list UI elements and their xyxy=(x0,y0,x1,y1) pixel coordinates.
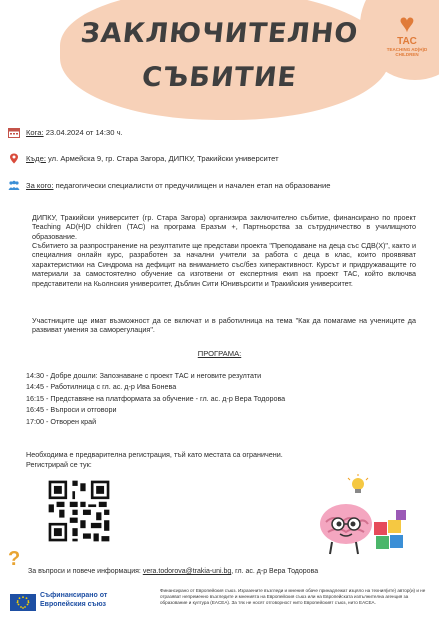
registration-note xyxy=(26,450,283,470)
contact-email-link[interactable]: vera.todorova@trakia-uni.bg xyxy=(142,568,232,575)
schedule-item: 16:45 - Въпроси и отговори xyxy=(26,405,117,415)
schedule-item: 17:00 - Отворен край xyxy=(26,416,97,426)
info-when xyxy=(8,127,123,138)
tac-logo xyxy=(382,10,432,57)
schedule-item: 14:45 - Работилница с гл. ас. д-р Ива Бонева xyxy=(26,382,177,392)
eu-cofunded-label xyxy=(40,592,107,609)
heart-brain-icon: ♥ xyxy=(399,8,415,38)
people-group-icon xyxy=(8,180,20,191)
info-who xyxy=(8,180,330,191)
location-pin-icon xyxy=(8,153,20,164)
info-where xyxy=(8,153,279,164)
brain-icon xyxy=(320,504,372,554)
logo-subtitle-1: TEACHING AD(H)D xyxy=(386,47,428,52)
brain-puzzle-illustration xyxy=(306,474,416,564)
contact-prefix: За въпроси и повече информация: xyxy=(28,568,143,575)
page-title-line1: ЗАКЛЮЧИТЕЛНО xyxy=(79,18,360,49)
schedule-item: 16:15 - Представяне на платформата за обучение - гл. ас. д-р Вера Тодорова xyxy=(26,393,286,403)
registration-line1: Необходима е предварителна регистрация, тъй като местата са ограничени. xyxy=(26,450,283,459)
contact-line xyxy=(28,568,318,575)
logo-subtitle-2: CHILDREN xyxy=(395,52,419,57)
calendar-icon xyxy=(8,127,20,138)
question-mark-icon: ? xyxy=(8,548,21,570)
eu-flag-icon xyxy=(10,594,36,611)
when-label: Кога: xyxy=(26,128,44,137)
schedule-item: 14:30 - Добре дошли: Запознаване с проект ТАС и неговите резултати xyxy=(26,371,262,380)
when-value: 23.04.2024 от 14:30 ч. xyxy=(43,128,123,137)
footer xyxy=(0,586,439,620)
workshop-paragraph: Участниците ще имат възможност да се включат и в работилница на тема "Как да помагаме на учениците да развиват умения за саморегулация". xyxy=(32,316,416,335)
program-schedule xyxy=(26,370,285,427)
intro-paragraph: ДИПКУ, Тракийски университет (гр. Стара Загора) организира заключително събитие, финансирано по проект Teaching AD(H)D children (TAC) на програма Еразъм +, Партньорства за сътрудничество в училищното образование. xyxy=(32,213,416,241)
program-heading: ПРОГРАМА: xyxy=(197,349,242,358)
registration-line2: Регистрирай се тук: xyxy=(26,460,92,469)
funding-disclaimer: Финансирано от Европейския съюз. Изразените възгледи и мнения обаче принадлежат изцяло на техния(ите) автор(и) и не отразяват непременно възгледите и мненията на Европейския съюз или на Европейската изпълнителна агенция за образование и култура (EACEA). За тях не носят отговорност нито Европейският съюз, нито EACEA. xyxy=(160,588,426,605)
who-value: педагогически специалисти от предучилищен и начален етап на образование xyxy=(53,181,331,190)
eu-label-line2: Европейския съюз xyxy=(40,600,107,608)
page-title-line2: СЪБИТИЕ xyxy=(140,62,299,93)
contact-suffix: , гл. ас. д-р Вера Тодорова xyxy=(231,568,319,575)
where-label: Къде: xyxy=(26,154,46,163)
lightbulb-icon xyxy=(348,474,368,493)
event-description-paragraph: Събитието за разпространение на резултатите ще представи проекта "Преподаване на деца със СДВ(Х)", както и специалния онлайн курс, разработен за начални учители за работа с деца в клас, които проявяват характеристики на Синдрома на дефицит на вниманието със/без хиперактивност. Курсът и придружаващите го материали за самостоятелно обучение са изготвени от експертния екип на проект ТАС, който включва представители на Кьолнския университет, Дъблин Сити Юнивърсити и Тракийския университет. xyxy=(32,241,416,288)
logo-name: TAC xyxy=(397,36,417,47)
who-label: За кого: xyxy=(26,181,54,190)
registration-qr-code[interactable] xyxy=(46,478,112,544)
eu-label-line1: Съфинансирано от xyxy=(40,592,108,599)
puzzle-pieces-icon xyxy=(374,510,406,549)
where-value: ул. Армейска 9, гр. Стара Загора, ДИПКУ, Тракийски университет xyxy=(45,154,279,163)
